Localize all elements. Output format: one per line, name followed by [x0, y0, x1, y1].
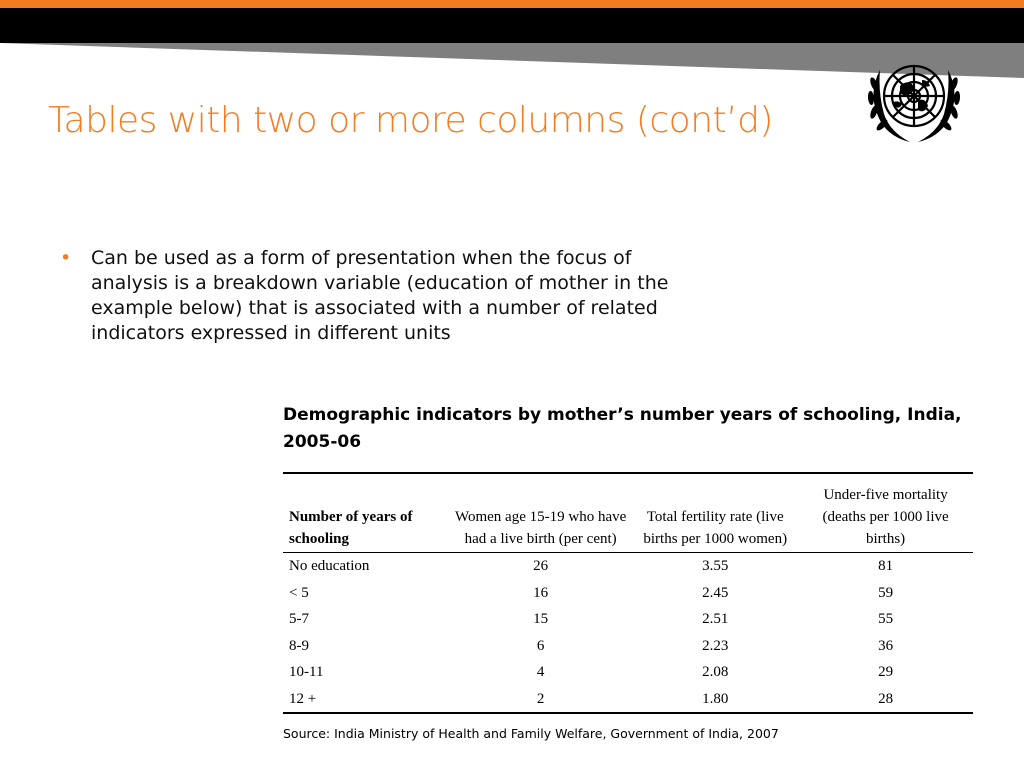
table-cell: 16	[533, 584, 549, 601]
column-header-live-birth: Women age 15-19 who have had a live birth (per cent)	[449, 473, 632, 553]
table-cell: 2.23	[702, 637, 729, 654]
table-cell: 4	[536, 664, 545, 680]
table-row	[283, 553, 973, 580]
table-row	[283, 606, 973, 633]
table-cell: 81	[878, 558, 894, 574]
table-cell: 8-9	[289, 637, 309, 654]
table-caption: Demographic indicators by mother’s number years of schooling, India, 2005-06	[283, 405, 962, 452]
table-cell: 5-7	[289, 611, 309, 627]
table-cell: < 5	[289, 584, 309, 601]
column-header-mortality: Under-five mortality (deaths per 1000 live births)	[798, 473, 973, 553]
table-cell: No education	[289, 558, 370, 574]
bullet-point	[60, 246, 670, 346]
bullet-text: Can be used as a form of presentation when the focus of analysis is a breakdown variable (education of mother in the example below) that is associated with a number of related indicators expressed in different units	[91, 247, 669, 344]
table-cell: 28	[878, 690, 894, 707]
column-header-schooling: Number of years of schooling	[283, 473, 449, 553]
column-header-fertility: Total fertility rate (live births per 1000 women)	[632, 473, 798, 553]
table-cell: 3.55	[702, 558, 729, 574]
table-header-row	[283, 473, 973, 553]
table-cell: 10-11	[289, 664, 324, 680]
table-row	[283, 580, 973, 607]
table-cell: 12 +	[289, 690, 317, 707]
slide-title: Tables with two or more columns (cont’d)	[48, 100, 773, 141]
table-cell: 2.51	[702, 611, 729, 627]
table-cell: 1.80	[702, 690, 729, 707]
table-cell: 2	[536, 690, 545, 707]
un-emblem-icon	[850, 50, 978, 154]
table-row	[283, 659, 973, 686]
table-cell: 15	[533, 611, 549, 627]
table-row	[283, 686, 973, 714]
banner-black-band	[0, 8, 1024, 43]
table-cell: 55	[878, 611, 894, 627]
table-row	[283, 633, 973, 660]
banner-orange-stripe	[0, 0, 1024, 8]
table-cell: 59	[878, 584, 894, 601]
demographic-table	[283, 472, 973, 714]
bullet-dot-icon: •	[60, 247, 72, 269]
table-cell: 36	[878, 637, 894, 654]
table-cell: 6	[536, 637, 545, 654]
table-cell: 26	[533, 558, 549, 574]
table-cell: 29	[878, 664, 894, 680]
table-cell: 2.08	[702, 664, 729, 680]
table-cell: 2.45	[702, 584, 729, 601]
source-note: Source: India Ministry of Health and Family Welfare, Government of India, 2007	[283, 726, 779, 741]
